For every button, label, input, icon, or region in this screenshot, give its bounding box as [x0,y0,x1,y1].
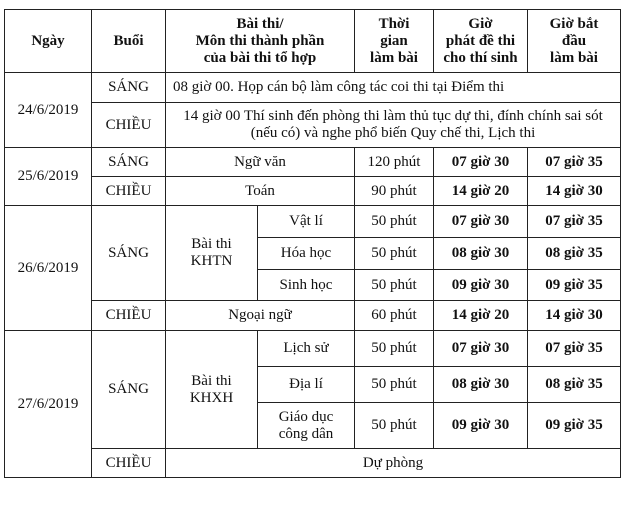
start-time-cell: 14 giờ 30 [528,177,621,206]
table-row [5,73,621,103]
start-time-cell: 08 giờ 35 [528,238,621,270]
table-row [5,206,621,238]
start-time-cell: 08 giờ 35 [528,367,621,403]
duration-cell: 120 phút [355,148,434,177]
issue-time-cell: 08 giờ 30 [434,238,528,270]
issue-time-cell: 09 giờ 30 [434,403,528,449]
start-time-cell: 09 giờ 35 [528,270,621,301]
duration-cell: 50 phút [355,367,434,403]
issue-time-cell: 09 giờ 30 [434,270,528,301]
header-date: Ngày [5,10,92,73]
header-duration: Thời gian làm bài [355,10,434,73]
table-row [5,331,621,367]
duration-cell: 90 phút [355,177,434,206]
header-start-time: Giờ bắt đầu làm bài [528,10,621,73]
session-cell: SÁNG [92,148,166,177]
start-time-cell: 07 giờ 35 [528,331,621,367]
subject-cell: Sinh học [258,270,355,301]
session-cell: CHIỀU [92,177,166,206]
subject-cell: Ngữ văn [166,148,355,177]
table-row [5,103,621,148]
session-cell: CHIỀU [92,301,166,331]
session-cell: SÁNG [92,206,166,301]
table-row [5,148,621,177]
subject-cell: Địa lí [258,367,355,403]
duration-cell: 50 phút [355,270,434,301]
table-row [5,301,621,331]
date-cell: 25/6/2019 [5,148,92,206]
issue-time-cell: 07 giờ 30 [434,206,528,238]
issue-time-cell: 07 giờ 30 [434,331,528,367]
session-cell: SÁNG [92,73,166,103]
header-row [5,10,621,73]
group-cell: Bài thi KHXH [166,331,258,449]
start-time-cell: 14 giờ 30 [528,301,621,331]
date-cell: 26/6/2019 [5,206,92,331]
subject-cell: Toán [166,177,355,206]
schedule-table [4,9,621,478]
session-cell: CHIỀU [92,449,166,478]
issue-time-cell: 08 giờ 30 [434,367,528,403]
duration-cell: 50 phút [355,403,434,449]
session-cell: CHIỀU [92,103,166,148]
issue-time-cell: 14 giờ 20 [434,301,528,331]
duration-cell: 50 phút [355,238,434,270]
issue-time-cell: 14 giờ 20 [434,177,528,206]
duration-cell: 50 phút [355,331,434,367]
session-cell: SÁNG [92,331,166,449]
group-cell: Bài thi KHTN [166,206,258,301]
date-cell: 24/6/2019 [5,73,92,148]
note-cell: Dự phòng [166,449,621,478]
subject-cell: Hóa học [258,238,355,270]
note-cell: 14 giờ 00 Thí sinh đến phòng thi làm thủ tục dự thi, đính chính sai sót (nếu có) và nghe phổ biến Quy chế thi, Lịch thi [166,103,621,148]
subject-cell: Vật lí [258,206,355,238]
date-cell: 27/6/2019 [5,331,92,478]
subject-cell: Lịch sử [258,331,355,367]
note-cell: 08 giờ 00. Họp cán bộ làm công tác coi thi tại Điểm thi [166,73,621,103]
header-session: Buổi [92,10,166,73]
issue-time-cell: 07 giờ 30 [434,148,528,177]
start-time-cell: 07 giờ 35 [528,206,621,238]
table-row [5,177,621,206]
start-time-cell: 07 giờ 35 [528,148,621,177]
start-time-cell: 09 giờ 35 [528,403,621,449]
duration-cell: 60 phút [355,301,434,331]
header-subject: Bài thi/ Môn thi thành phần của bài thi tổ hợp [166,10,355,73]
duration-cell: 50 phút [355,206,434,238]
header-issue-time: Giờ phát đề thi cho thí sinh [434,10,528,73]
subject-cell: Ngoại ngữ [166,301,355,331]
table-row [5,449,621,478]
exam-schedule [4,9,621,478]
subject-cell: Giáo dục công dân [258,403,355,449]
